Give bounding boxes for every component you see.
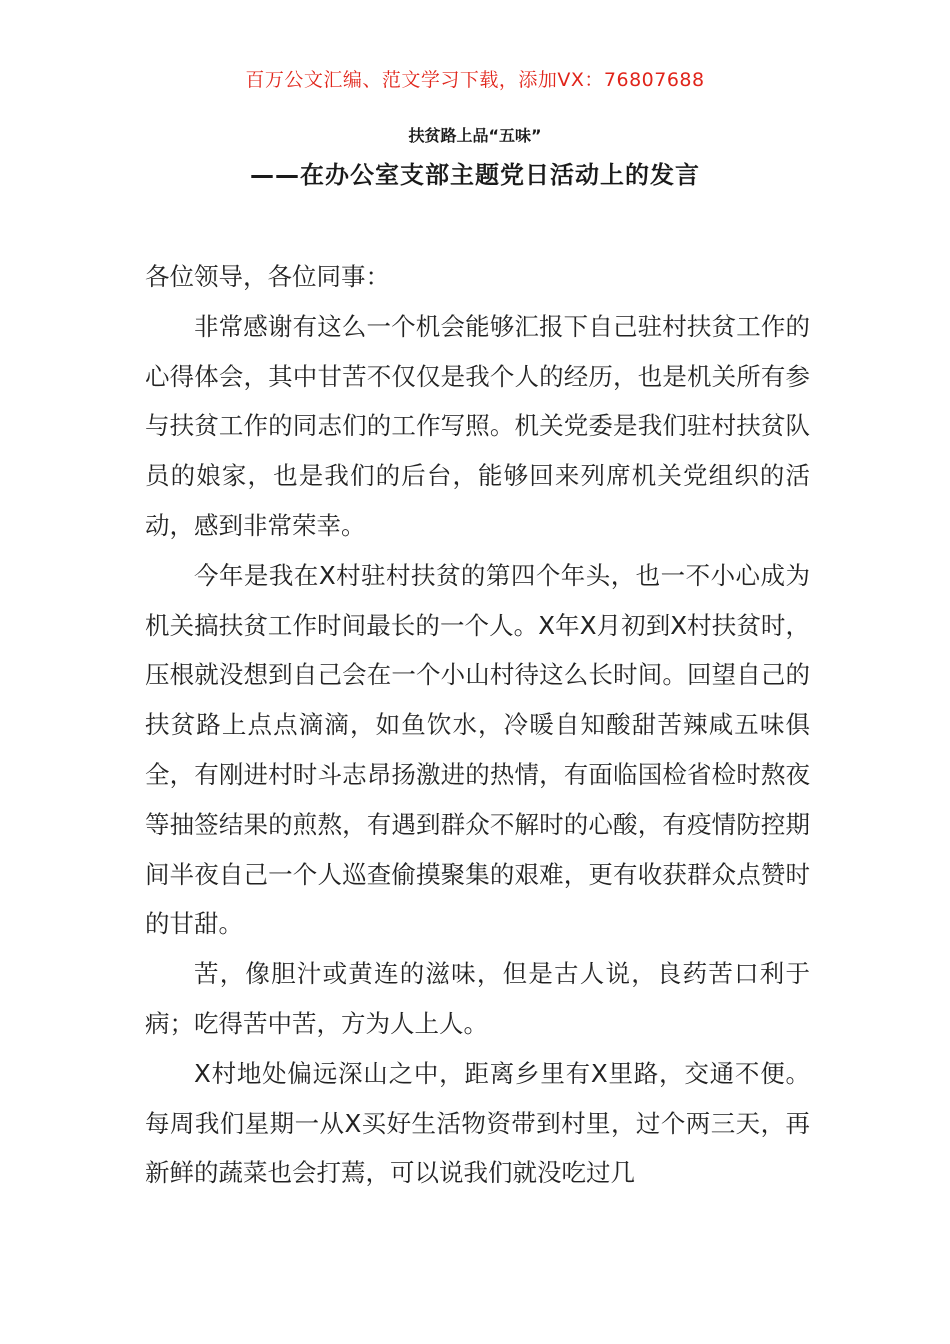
paragraph-2: 今年是我在X村驻村扶贫的第四个年头，也一不小心成为机关搞扶贫工作时间最长的一个人。X年X月初到X村扶贫时，压根就没想到自己会在一个小山村待这么长时间。回望自己的扶贫路上点点滴滴，如鱼饮水，冷暖自知酸甜苦辣咸五味俱全，有刚进村时斗志昂扬激进的热情，有面临国检省检时熬夜等抽签结果的煎熬，有遇到群众不解时的心酸，有疫情防控期间半夜自己一个人巡查偷摸聚集的艰难，更有收获群众点赞时的甘甜。: [145, 560, 810, 939]
document-subtitle: 扶贫路上品“五味”: [408, 126, 542, 145]
document-title: ——在办公室支部主题党日活动上的发言: [250, 161, 700, 189]
document-body: [145, 252, 810, 1198]
greeting: 各位领导，各位同事：: [145, 262, 390, 291]
paragraph-3: 苦，像胆汁或黄连的滋味，但是古人说，良药苦口利于病；吃得苦中苦，方为人上人。: [145, 959, 810, 1038]
paragraph-1: 非常感谢有这么一个机会能够汇报下自己驻村扶贫工作的心得体会，其中甘苦不仅仅是我个人的经历，也是机关所有参与扶贫工作的同志们的工作写照。机关党委是我们驻村扶贫队员的娘家，也是我们的后台，能够回来列席机关党组织的活动，感到非常荣幸。: [145, 311, 810, 540]
paragraph-4: X村地处偏远深山之中，距离乡里有X里路，交通不便。每周我们星期一从X买好生活物资带到村里，过个两三天，再新鲜的蔬菜也会打蔫，可以说我们就没吃过几: [145, 1058, 810, 1188]
header-banner: 百万公文汇编、范文学习下载，添加VX：76807688: [245, 69, 705, 91]
